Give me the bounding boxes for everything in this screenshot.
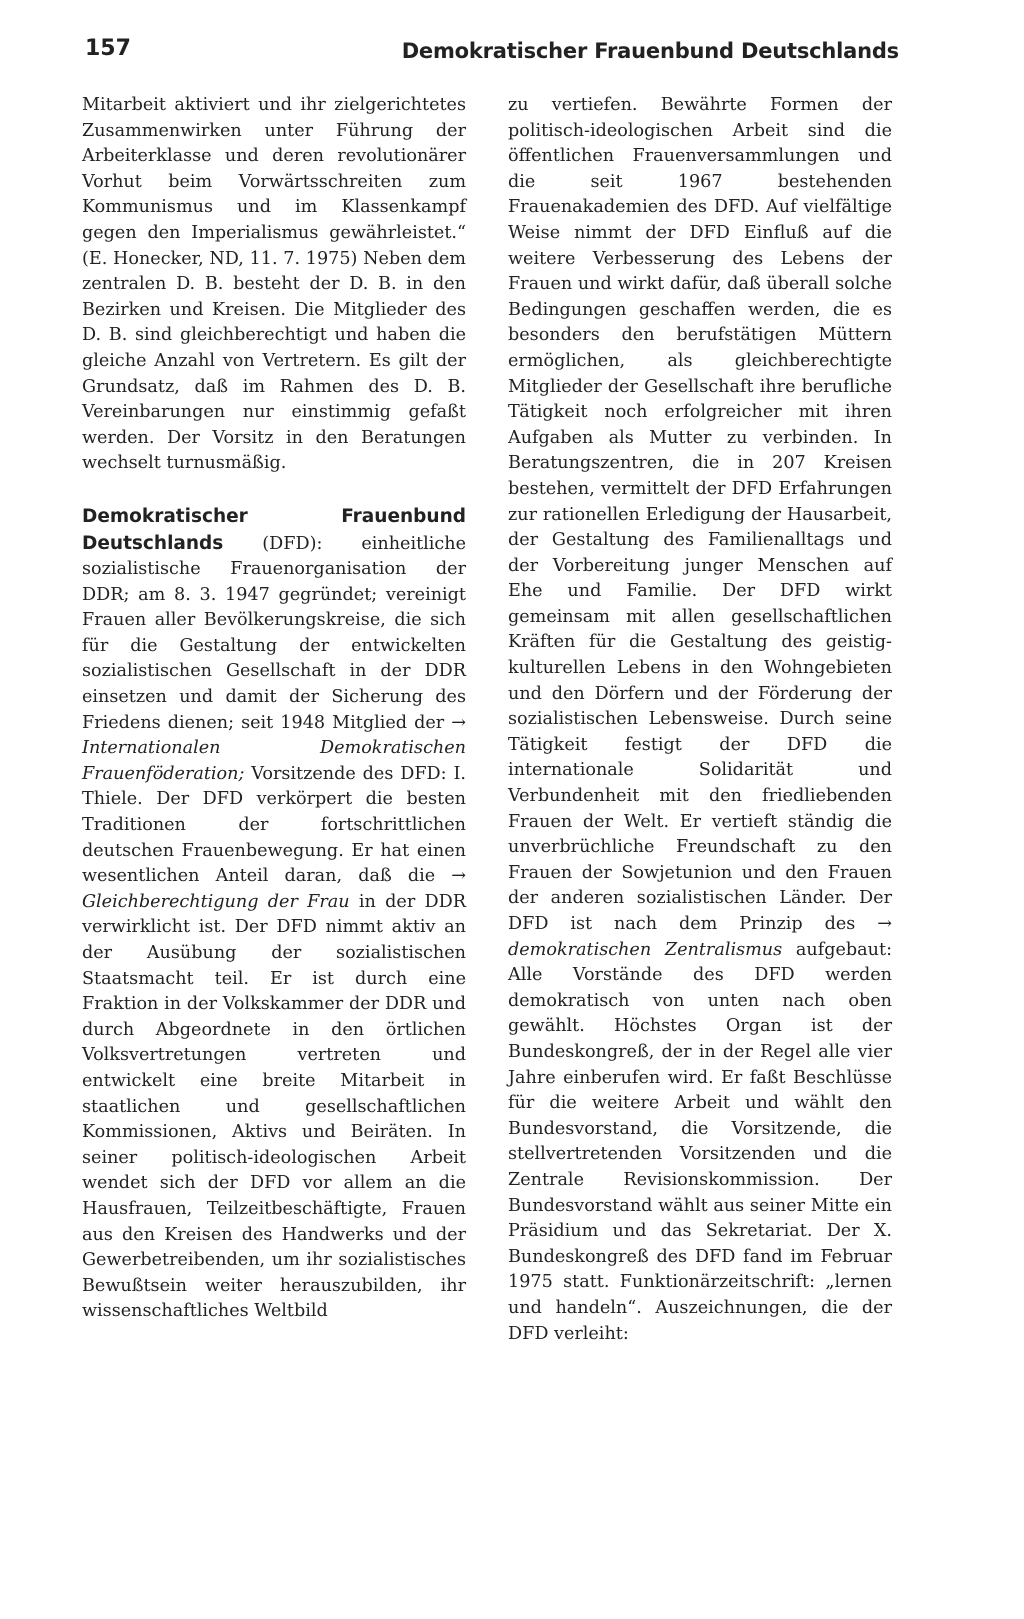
entry-text: aufgebaut: Alle Vorstände des DFD werden demokratisch von unten nach oben gewählt. Höchstes Organ ist der Bundeskongreß, der in der Regel alle vier Jahre einberufen wird. Er faßt Beschlüsse für die weitere Arbeit und wählt den Bundesvorstand, die Vorsitzende, die stellvertretenden Vorsitzenden und die Zentrale Revisionskommission. Der Bundesvorstand wählt aus seiner Mitte ein Präsidium und das Sekretariat. Der X. Bundeskongreß des DFD fand im Februar 1975 statt. Funktionärzeitschrift: „lernen und handeln“. Auszeichnungen, die der DFD verleiht: — [508, 939, 892, 1344]
page-number: 157 — [85, 36, 131, 61]
cross-reference-arrow-icon: → — [877, 914, 892, 934]
cross-reference-link[interactable]: Gleichberechtigung der Frau — [82, 891, 350, 912]
dictionary-entry-dfd — [82, 504, 466, 1325]
entry-text: zu vertiefen. Bewährte Formen der politisch-ideologischen Arbeit sind die öffentlichen Frauenversammlungen und die seit 1967 bestehenden Frauenakademien des DFD. Auf vielfältige Weise nimmt der DFD Einfluß auf die weitere Verbesserung des Lebens der Frauen und wirkt dafür, daß überall solche Bedingungen geschaffen werden, die es besonders den berufstätigen Müttern ermöglichen, als gleichberechtigte Mitglieder der Gesellschaft ihre berufliche Tätigkeit noch erfolgreicher mit ihren Aufgaben als Mutter zu verbinden. In Beratungszentren, die in 207 Kreisen bestehen, vermittelt der DFD Erfahrungen zur rationellen Erledigung der Hausarbeit, der Gestaltung des Familienalltags und der Vorbereitung junger Menschen auf Ehe und Familie. Der DFD wirkt gemeinsam mit allen gesellschaftlichen Kräften für die Gestaltung des geistig-kulturellen Lebens in den Wohngebieten und den Dörfern und der Förderung der sozialistischen Lebensweise. Durch seine Tätigkeit festigt der DFD die internationale Solidarität und Verbundenheit mit den friedliebenden Frauen der Welt. Er vertieft ständig die unverbrüchliche Freundschaft zu den Frauen der Sowjetunion und den Frauen der anderen sozialistischen Länder. Der DFD ist nach dem Prinzip des — [508, 95, 892, 934]
right-column — [508, 93, 892, 1347]
running-head: Demokratischer Frauenbund Deutschlands — [401, 39, 899, 63]
entry-text: in der DDR verwirklicht ist. Der DFD nimmt aktiv an der Ausübung der sozialistischen Staatsmacht teil. Er ist durch eine Fraktion in der Volkskammer der DDR und durch Abgeordnete in den örtlichen Volksvertretungen vertreten und entwickelt eine breite Mitarbeit in staatlichen und gesellschaftlichen Kommissionen, Aktivs und Beiräten. In seiner politisch-ideologischen Arbeit wendet sich der DFD vor allem an die Hausfrauen, Teilzeitbeschäftigte, Frauen aus den Kreisen des Handwerks und der Gewerbetreibenden, um ihr sozialistisches Bewußtsein weiter herauszubilden, ihr wissenschaftliches Weltbild — [82, 891, 466, 1322]
left-column — [82, 93, 466, 1325]
cross-reference-link[interactable]: Internationalen Demokratischen Frauenföderation; — [82, 738, 466, 784]
cross-reference-link[interactable]: demokratischen Zentralismus — [508, 939, 783, 960]
entry-text: (DFD): einheitliche sozialistische Frauenorganisation der DDR; am 8. 3. 1947 gegründet; vereinigt Frauen aller Bevölkerungskreise, die sich für die Gestaltung der entwickelten sozialistischen Gesellschaft in der DDR einsetzen und damit der Sicherung des Friedens dienen; seit 1948 Mitglied der — [82, 533, 466, 733]
page-header — [85, 36, 899, 76]
entry-continuation — [508, 93, 892, 1347]
continued-paragraph: Mitarbeit aktiviert und ihr zielgerichtetes Zusammenwirken unter Führung der Arbeiterklasse und deren revolutionärer Vorhut beim Vorwärtsschreiten zum Kommunismus und im Klassenkampf gegen den Imperialismus gewährleistet.“ (E. Honecker, ND, 11. 7. 1975) Neben dem zentralen D. B. besteht der D. B. in den Bezirken und Kreisen. Die Mitglieder des D. B. sind gleichberechtigt und haben die gleiche Anzahl von Vertretern. Es gilt der Grundsatz, daß im Rahmen des D. B. Vereinbarungen nur einstimmig gefaßt werden. Der Vorsitz in den Beratungen wechselt turnusmäßig. — [82, 95, 466, 474]
entry-text: Vorsitzende des DFD: I. Thiele. Der DFD verkörpert die besten Traditionen der fortschrittlichen deutschen Frauenbewegung. Er hat einen wesentlichen Anteil daran, daß die — [82, 763, 466, 887]
cross-reference-arrow-icon: → — [451, 712, 466, 733]
cross-reference-arrow-icon: → — [451, 866, 466, 887]
entry-lemma: Demokratischer Frauenbund Deutschlands — [82, 505, 466, 554]
